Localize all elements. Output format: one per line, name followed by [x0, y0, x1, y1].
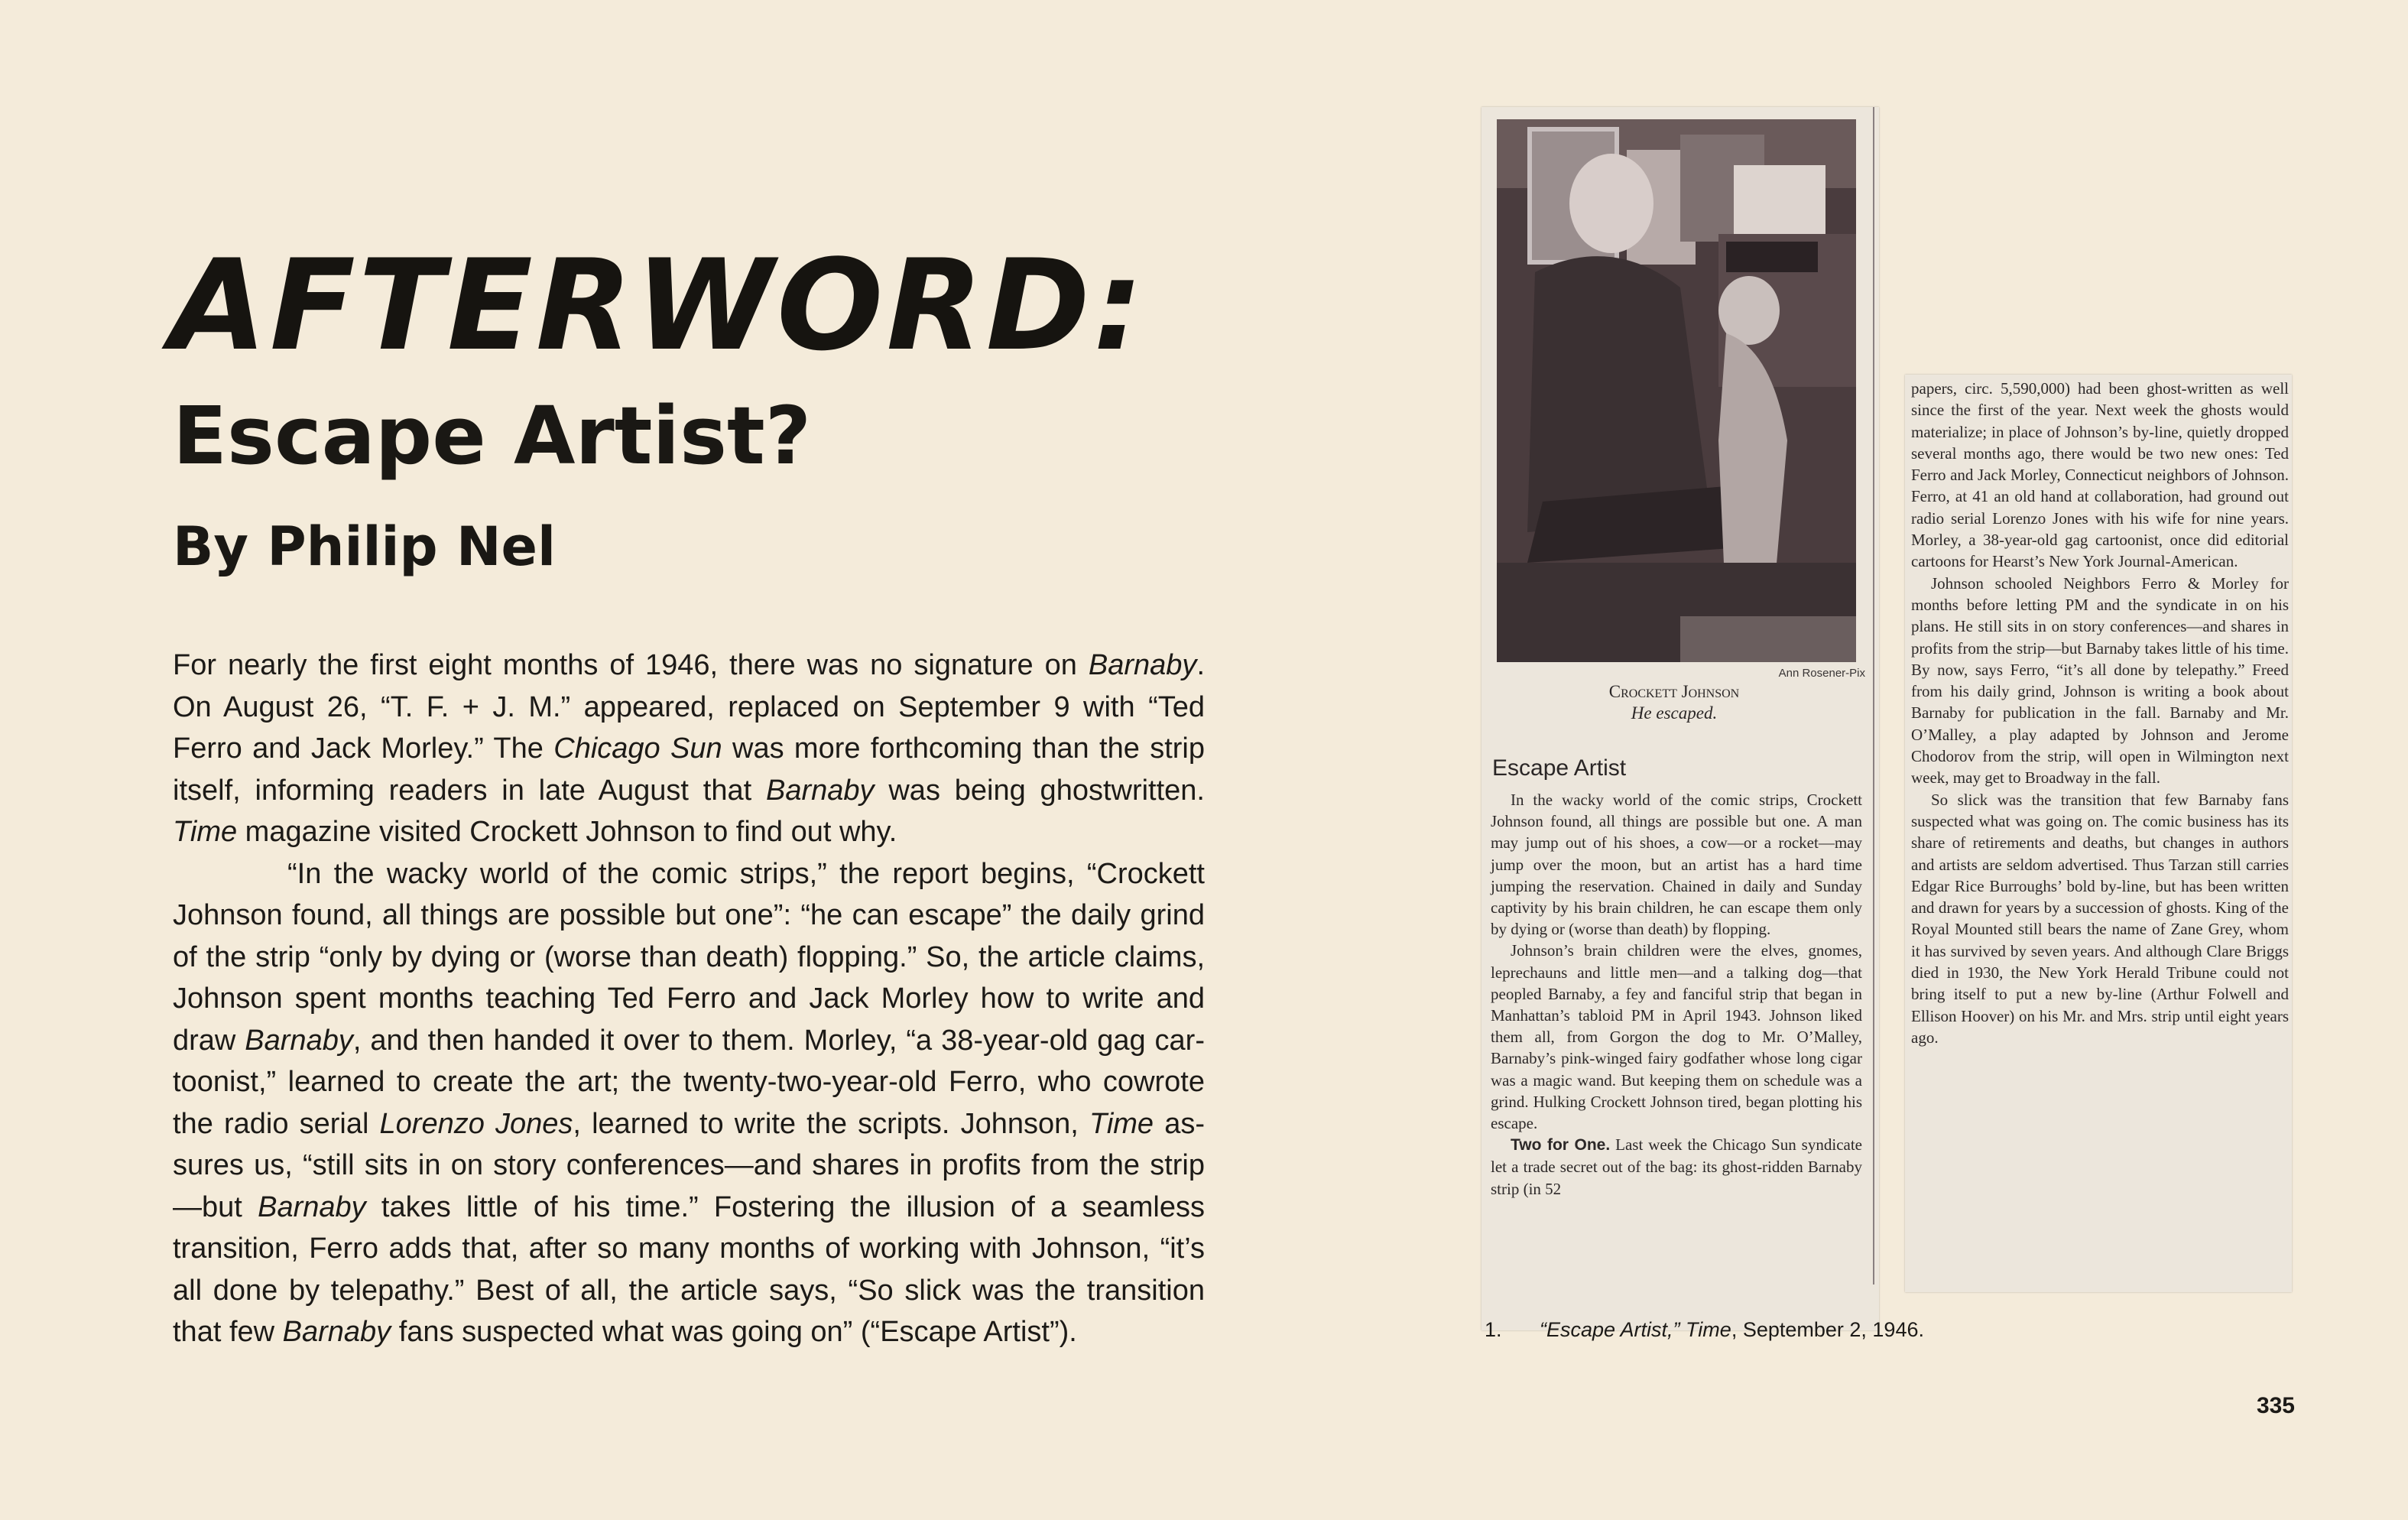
- italic-text: Time: [173, 816, 238, 848]
- clipping-text-column-2: [1911, 378, 2289, 1048]
- clipping-run-in-head: Two for One.: [1511, 1136, 1611, 1155]
- italic-text: Lorenzo Jones: [379, 1107, 573, 1140]
- column-rule: [1873, 107, 1874, 1285]
- chapter-subtitle: Escape Artist?: [173, 389, 812, 482]
- text-run: takes little of his time.” Fostering the illusion of a seamless transition, Ferro adds that, after so many months of working with Johnson, “it’s all done by telepathy.” Best of all, the article says, “So slick was the transition that few: [173, 1190, 1205, 1348]
- photo-credit: Ann Rosener-Pix: [1778, 667, 1865, 680]
- italic-text: Barnaby: [245, 1024, 353, 1057]
- text-run: “In the wacky world of the comic strips,” the report begins, “Crockett Johnson found, all things are possible but one”: “he can escape” the daily grind of the strip “only by dying or (worse than death) flopping.” So, the article claims, Johnson spent months teaching Ted Ferro and Jack Morley how to write and draw: [173, 857, 1205, 1057]
- text-run: , learned to write the scripts. Johnson,: [573, 1107, 1089, 1140]
- italic-text: Time: [1089, 1107, 1154, 1140]
- text-run: For nearly the first eight months of 1946, there was no signature on: [173, 649, 1089, 681]
- text-run: , and then handed it over to them. Morley, “a 38-year-old gag cartoonist,” learned to create the art; the twenty-two-year-old Ferro, who cowrote the radio serial: [173, 1024, 1205, 1140]
- body-text: [173, 645, 1205, 1353]
- italic-text: Chicago Sun: [553, 732, 722, 765]
- italic-text: Barnaby: [282, 1316, 391, 1348]
- text-run: . On August 26, “T. F. + J. M.” appeared, replaced on September 9 with “Ted Ferro and Jack Morley.” The: [173, 649, 1205, 765]
- author-byline: By Philip Nel: [173, 515, 557, 578]
- text-run: fans suspected what was going on” (“Escape Artist”).: [391, 1316, 1077, 1348]
- photo-illustration: [1497, 119, 1856, 662]
- photo-caption-line: He escaped.: [1631, 703, 1718, 723]
- body-paragraph-2: [173, 853, 1205, 1353]
- clipping-paragraph: Johnson schooled Neighbors Ferro & Morley for months before letting PM and the syndicate in on his plans. He still sits in on story conferences—and shares in profits from the strip—but Barnaby takes little of his time. By now, says Ferro, “it’s all done by telepathy.” Freed from his daily grind, Johnson is writing a book about Barnaby for publication in the fall. Barnaby and Mr. O’Malley, a play adapted by Johnson and Jerome Chodorov from the strip, will open in Wilmington next week, may get to Broadway in the fall.: [1911, 573, 2289, 788]
- clipping-text-column-1: [1491, 789, 1862, 1200]
- text-run: magazine visited Crockett Johnson to find out why.: [237, 816, 897, 848]
- footnote-citation: “Escape Artist,” Time: [1540, 1318, 1731, 1341]
- clipping-paragraph: Johnson’s brain children were the elves, gnomes, leprechauns and little men—and a talking dog—that peopled Barnaby, a fey and fanciful strip that began in Manhattan’s tabloid PM in April 1943. Johnson liked them all, from Gorgon the dog to Mr. O’Malley, Barnaby’s pink-winged fairy godfather whose long cigar was a magic wand. But keeping them on schedule was a grind. Hulking Crockett Johnson tired, began plotting his escape.: [1491, 941, 1862, 1133]
- clipping-paragraph: [1491, 1134, 1862, 1200]
- page-number: 335: [2256, 1393, 2295, 1418]
- italic-text: Barnaby: [1088, 649, 1197, 681]
- clipping-paragraph-text: Last week the Chicago Sun syndicate let a trade secret out of the bag: its ghost-ridden Barnaby strip (in 52: [1491, 1135, 1862, 1198]
- italic-text: Barnaby: [258, 1190, 366, 1223]
- text-run: was more forthcoming than the strip itself, informing readers in late August that: [173, 732, 1205, 807]
- clipping-paragraph: papers, circ. 5,590,000) had been ghost-written as well since the first of the year. Next week the ghosts would materialize; in place of Johnson’s by-line, quietly dropped several months ago, there would be two new ones: Ted Ferro and Jack Morley, Connecticut neighbors of Johnson. Ferro, at 41 an old hand at collaboration, had ground out radio serial Lorenzo Jones with his wife for nine years. Morley, a 38-year-old gag cartoonist, once did editorial cartoons for Hearst’s New York Journal-American.: [1911, 379, 2289, 571]
- chapter-title: AFTERWORD:: [170, 232, 1147, 378]
- crockett-johnson-photo: [1497, 119, 1856, 662]
- text-run: assures us, “still sits in on story conferences—and shares in profits from the strip—but: [173, 1107, 1205, 1223]
- clipping-headline: Escape Artist: [1492, 755, 1627, 781]
- footnote-date: , September 2, 1946.: [1731, 1318, 1924, 1341]
- footnote-number: 1.: [1485, 1318, 1502, 1341]
- clipping-paragraph: In the wacky world of the comic strips, Crockett Johnson found, all things are possible but one. A man may jump out of his shoes, a cow—or a rocket—may jump over the moon, but an artist has a hard time jumping the reservation. Chained in daily and Sunday captivity by his brain children, he can escape them only by dying or (worse than death) by flopping.: [1491, 791, 1862, 939]
- clipping-paragraph: So slick was the transition that few Barnaby fans suspected what was going on. The comic business has its share of retirements and deaths, but changes in authors and artists are seldom advertised. Thus Tarzan still carries Edgar Rice Burroughs’ bold by-line, but has been written and drawn for years by a succession of ghosts. King of the Royal Mounted still bears the name of Zane Grey, whom it has survived by seven years. And although Clare Briggs died in 1930, the New York Herald Tribune could not bring itself to put a new by-line (Arthur Folwell and Ellison Hoover) on his Mr. and Mrs. strip until eight years ago.: [1911, 790, 2289, 1047]
- body-paragraph-1: [173, 645, 1205, 853]
- italic-text: Barnaby: [766, 774, 875, 807]
- photo-caption-name: Crockett Johnson: [1608, 682, 1740, 701]
- text-run: was being ghostwritten.: [874, 774, 1205, 807]
- footnote: [1485, 1318, 1924, 1342]
